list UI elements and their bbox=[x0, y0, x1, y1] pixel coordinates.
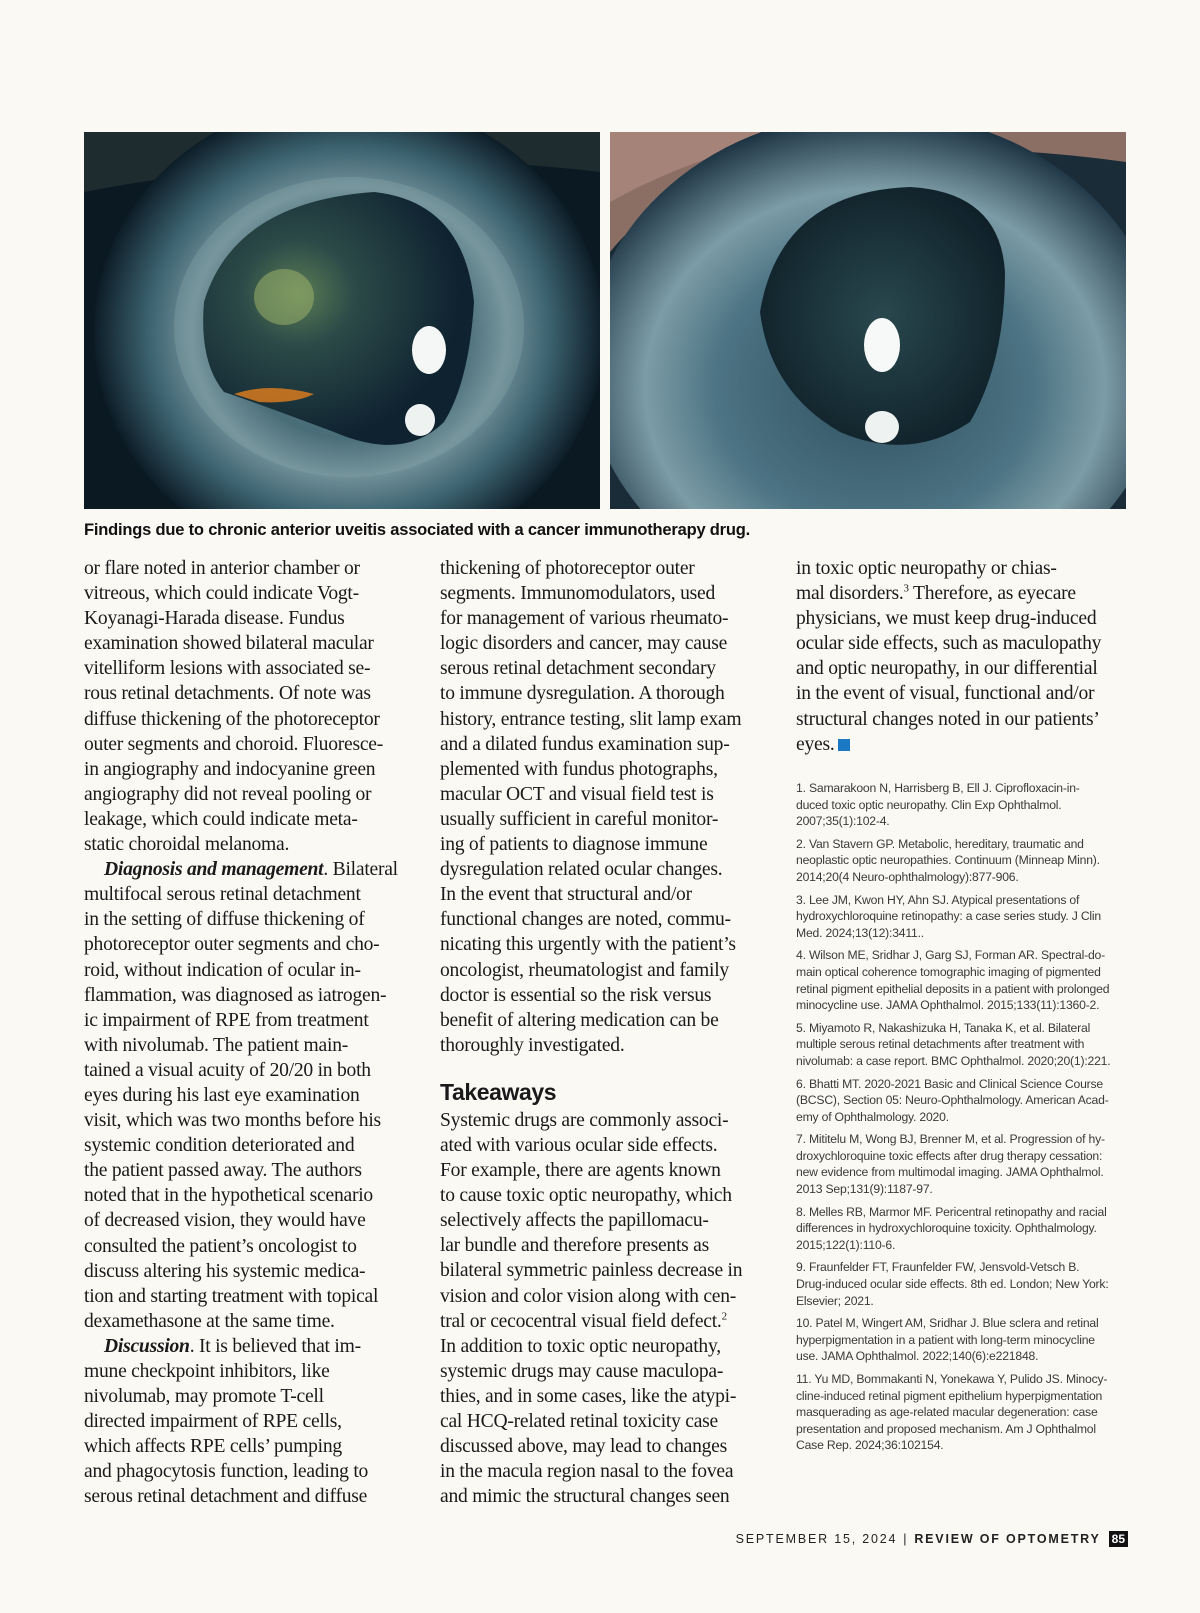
eye-photo-right bbox=[610, 132, 1126, 509]
publication-name: REVIEW OF OPTOMETRY bbox=[914, 1532, 1101, 1546]
page-number: 85 bbox=[1109, 1531, 1128, 1547]
paragraph bbox=[84, 1334, 424, 1510]
citation-marker: 3 bbox=[903, 582, 909, 595]
section-runin-heading: Diagnosis and management bbox=[104, 859, 324, 881]
eye-photo-left bbox=[84, 132, 600, 509]
reference-item: 2. Van Stavern GP. Metabolic, hereditary, traumatic and neoplastic optic neuropathies. Continuum (Minneap Minn). 2014;20(4 Neuro-ophthalmology):877-906. bbox=[796, 836, 1100, 884]
paragraph bbox=[796, 556, 1132, 757]
figure-caption: Findings due to chronic anterior uveitis associated with a cancer immunotherapy drug. bbox=[84, 521, 751, 539]
reference-item: 6. Bhatti MT. 2020-2021 Basic and Clinical Science Course (BCSC), Section 05: Neuro-Ophthalmology. American Acad- emy of Ophthalmology. 2020. bbox=[796, 1076, 1109, 1124]
section-runin-heading: Discussion bbox=[104, 1335, 190, 1357]
reference-item: 11. Yu MD, Bommakanti N, Yonekawa Y, Pulido JS. Minocy- cline-induced retinal pigment epithelium hyperpigmentation masquerading as age-related macular degeneration: case presentation and proposed mechanism. Am J Ophthalmol Case Rep. 2024;36:102154. bbox=[796, 1372, 1108, 1453]
footer-separator: | bbox=[903, 1532, 909, 1546]
article-column-2 bbox=[440, 556, 780, 1509]
paragraph bbox=[440, 1108, 780, 1334]
reference-item: 5. Miyamoto R, Nakashizuka H, Tanaka K, et al. Bilateral multiple serous retinal detachments after treatment with nivolumab: a case report. BMC Ophthalmol. 2020;20(1):221. bbox=[796, 1020, 1111, 1068]
paragraph-text: Systemic drugs are commonly associ- ated with various ocular side effects. For example, there are agents known to cause toxic optic neuropathy, which selectively affects the papillomacu- lar bundle and therefore presents as bilateral symmetric painless decrease in vision and color vision along with cen- tral or cecocentral visual field defect. bbox=[440, 1109, 743, 1332]
reference-item: 7. Mititelu M, Wong BJ, Brenner M, et al. Progression of hy- droxychloroquine toxic effects after drug therapy cessation: new evidence from multimodal imaging. JAMA Ophthalmol. 2013 Sep;131(9):1187-97. bbox=[796, 1132, 1105, 1197]
paragraph bbox=[84, 857, 424, 1334]
reference-item: 10. Patel M, Wingert AM, Sridhar J. Blue sclera and retinal hyperpigmentation in a patient with long-term minocycline use. JAMA Ophthalmol. 2022;140(6):e221848. bbox=[796, 1316, 1099, 1364]
reference-item: 1. Samarakoon N, Harrisberg B, Ell J. Ciprofloxacin-in- duced toxic optic neuropathy. Clin Exp Ophthalmol. 2007;35(1):102-4. bbox=[796, 781, 1080, 829]
article-column-3 bbox=[796, 556, 1132, 757]
reference-item: 4. Wilson ME, Sridhar J, Garg SJ, Forman AR. Spectral-do- main optical coherence tomographic imaging of pigmented retinal pigment epithelial deposits in a patient with prolonged minocycline use. JAMA Ophthalmol. 2015;133(11):1360-2. bbox=[796, 948, 1110, 1013]
paragraph-text: Therefore, as eyecare physicians, we must keep drug-induced ocular side effects, such as maculopathy and optic neuropathy, in our differential in the event of visual, functional and/or structural changes noted in our patients’ eyes. bbox=[796, 583, 1102, 755]
reference-item: 8. Melles RB, Marmor MF. Pericentral retinopathy and racial differences in hydroxychloroquine toxicity. Ophthalmology. 2015;122(1):110-6. bbox=[796, 1204, 1107, 1252]
references-list bbox=[796, 780, 1132, 1460]
paragraph-text: in toxic optic neuropathy or chias- mal disorders. bbox=[796, 558, 1057, 605]
paragraph: or flare noted in anterior chamber or vitreous, which could indicate Vogt- Koyanagi-Harada disease. Fundus examination showed bilateral macular vitelliform lesions with associated se- rous retinal detachments. Of note was diffuse thickening of the photoreceptor outer segments and choroid. Fluoresce- in angiography and indocyanine green angiography did not reveal pooling or leakage, which could indicate meta- static choroidal melanoma. bbox=[84, 558, 384, 856]
citation-marker: 2 bbox=[721, 1310, 727, 1323]
section-heading: Takeaways bbox=[440, 1078, 557, 1105]
paragraph: thickening of photoreceptor outer segments. Immunomodulators, used for management of various rheumato- logic disorders and cancer, may cause serous retinal detachment secondary to immune dysregulation. A thorough history, entrance testing, slit lamp exam and a dilated fundus examination sup- plemented with fundus photographs, macular OCT and visual field test is usually sufficient in careful monitor- ing of patients to diagnose immune dysregulation related ocular changes. In the event that structural and/or functional changes are noted, commu- nicating this urgently with the patient’s oncologist, rheumatologist and family doctor is essential so the risk versus benefit of altering medication can be thoroughly investigated. bbox=[440, 558, 742, 1056]
reference-item: 9. Fraunfelder FT, Fraunfelder FW, Jensvold-Vetsch B. Drug-induced ocular side effects. 8th ed. London; New York: Elsevier; 2021. bbox=[796, 1260, 1109, 1308]
paragraph: In addition to toxic optic neuropathy, systemic drugs may cause maculopa- thies, and in some cases, like the atypi- cal HCQ-related retinal toxicity case discussed above, may lead to changes in the macula region nasal to the fovea and mimic the structural changes seen bbox=[440, 1335, 737, 1508]
issue-date: SEPTEMBER 15, 2024 bbox=[735, 1532, 898, 1546]
article-column-1 bbox=[84, 556, 424, 1510]
end-of-article-square-icon bbox=[838, 739, 850, 751]
page-footer bbox=[736, 1531, 1128, 1547]
paragraph-text: . Bilateral multifocal serous retinal detachment in the setting of diffuse thickening of photoreceptor outer segments and cho- roid, without indication of ocular in- flammation, was diagnosed as iatrogen- ic impairment of RPE from treatment with nivolumab. The patient main- tained a visual acuity of 20/20 in both eyes during his last eye examination visit, which was two months before his systemic condition deteriorated and the patient passed away. The authors noted that in the hypothetical scenario of decreased vision, they would have consulted the patient’s oncologist to discuss altering his systemic medica- tion and starting treatment with topical dexamethasone at the same time. bbox=[84, 859, 398, 1332]
paragraph-text: . It is believed that im- mune checkpoint inhibitors, like nivolumab, may promote T-cell directed impairment of RPE cells, which affects RPE cells’ pumping and phagocytosis function, leading to serous retinal detachment and diffuse bbox=[84, 1335, 369, 1508]
reference-item: 3. Lee JM, Kwon HY, Ahn SJ. Atypical presentations of hydroxychloroquine retinopathy: a case series study. J Clin Med. 2024;13(12):3411.. bbox=[796, 892, 1102, 940]
